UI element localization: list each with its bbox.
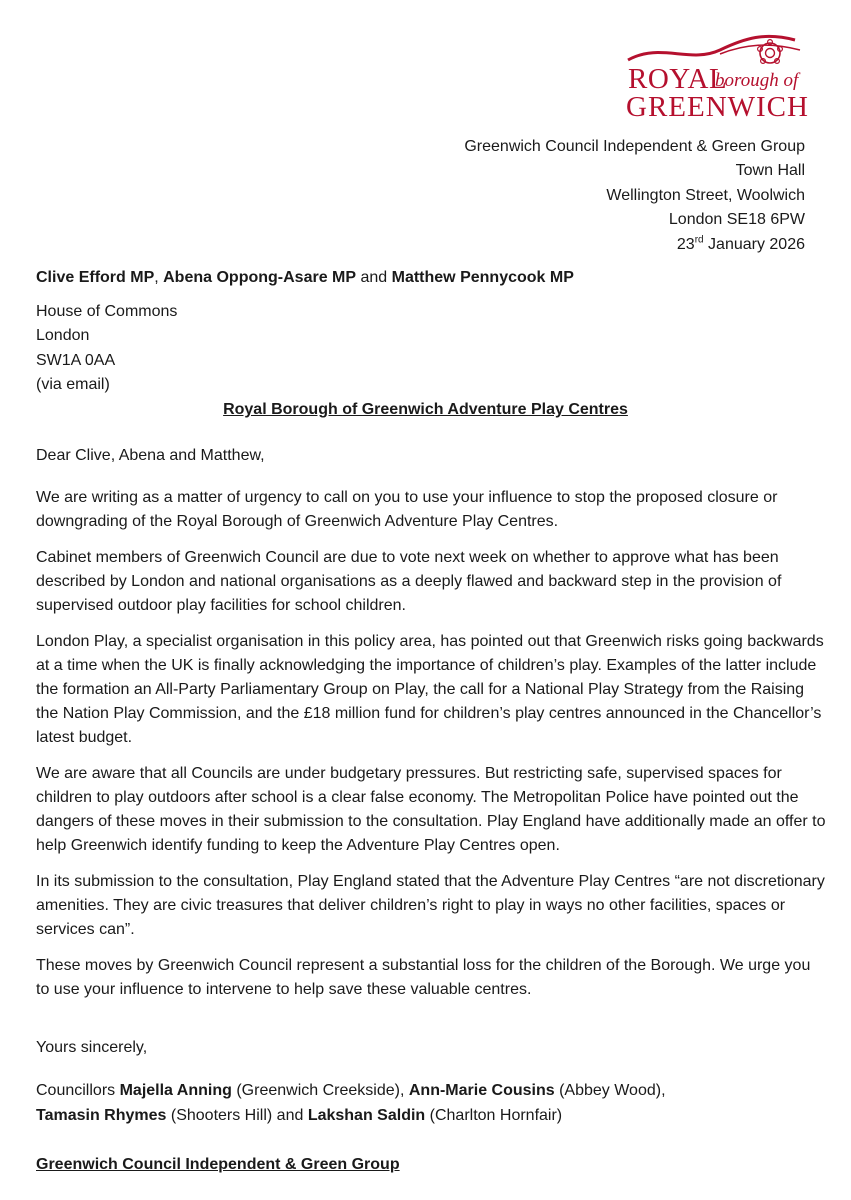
address-line: House of Commons [36,303,178,320]
body-paragraph: We are aware that all Councils are under budgetary pressures. But restricting safe, supervised spaces for children to play outdoors after school is a clear false economy. The Metropolitan Police have pointed out the dangers of these moves in their submission to the consultation. Play England have additionally made an offer to help Greenwich identify funding to keep the Adventure Play Centres open. [36,765,826,854]
logo-royal-text: ROYAL [628,63,728,95]
salutation: Dear Clive, Abena and Matthew, [36,447,265,464]
body-paragraph: Cabinet members of Greenwich Council are due to vote next week on whether to approve what has been described by London and national organisations as a deeply flawed and backward step in the provision of supervised outdoor play facilities for school children. [36,549,782,614]
address-line: (via email) [36,376,110,394]
recipient-name: Matthew Pennycook MP [391,269,574,286]
letter-body [36,486,826,1014]
councillor-name: Tamasin Rhymes [36,1107,167,1124]
recipient-address [36,300,177,398]
councillor-name: Lakshan Saldin [307,1107,426,1124]
tudor-rose-icon [758,40,783,64]
recipient-name: Abena Oppong-Asare MP [163,269,357,286]
address-line: London [36,327,90,345]
logo-greenwich-text: GREENWICH [626,91,809,123]
sender-address [464,135,805,257]
sender-name: Greenwich Council Independent & Green Group [464,138,805,155]
sender-line: London SE18 6PW [668,211,805,229]
letter-heading: Royal Borough of Greenwich Adventure Play Centres [223,401,628,418]
sender-line: Town Hall [735,162,805,180]
body-paragraph: These moves by Greenwich Council represent a substantial loss for the children of the Borough. We urge you to use your influence to intervene to help save these valuable centres. [36,957,811,998]
recipient-names: Clive Efford MP, Abena Oppong-Asare MP and Matthew Pennycook MP [36,269,574,286]
body-paragraph: London Play, a specialist organisation in this policy area, has pointed out that Greenwich risks going backwards at a time when the UK is finally acknowledging the importance of children’s play. Examples of the latter include the formation an All-Party Parliamentary Group on Play, the call for a National Play Strategy from the Raising the Nation Play Commission, and the £18 million fund for children’s play centres announced in the Chancellor’s latest budget. [36,633,824,746]
body-paragraph: In its submission to the consultation, Play England stated that the Adventure Play Centres “are not discretionary amenities. They are civic treasures that deliver children’s right to play in ways no other facilities, spaces or services can”. [36,873,825,938]
body-paragraph: We are writing as a matter of urgency to call on you to use your influence to stop the proposed closure or downgrading of the Royal Borough of Greenwich Adventure Play Centres. [36,489,778,530]
recipient-name: Clive Efford MP [36,269,155,286]
sign-off: Yours sincerely, [36,1039,148,1056]
group-footer: Greenwich Council Independent & Green Group [36,1156,400,1173]
councillor-signatories: Councillors Majella Anning (Greenwich Creekside), Ann-Marie Cousins (Abbey Wood), Tamasin Rhymes (Shooters Hill) and Lakshan Saldin (Charlton Hornfair) [36,1082,666,1124]
sender-line: Wellington Street, Woolwich [606,186,805,204]
councillor-name: Ann-Marie Cousins [408,1082,555,1099]
councillor-name: Majella Anning [119,1082,232,1099]
royal-greenwich-logo [620,30,815,122]
letter-date: 23rd January 2026 [676,234,805,253]
logo-borough-text: borough of [715,70,799,91]
address-line: SW1A 0AA [36,351,116,369]
